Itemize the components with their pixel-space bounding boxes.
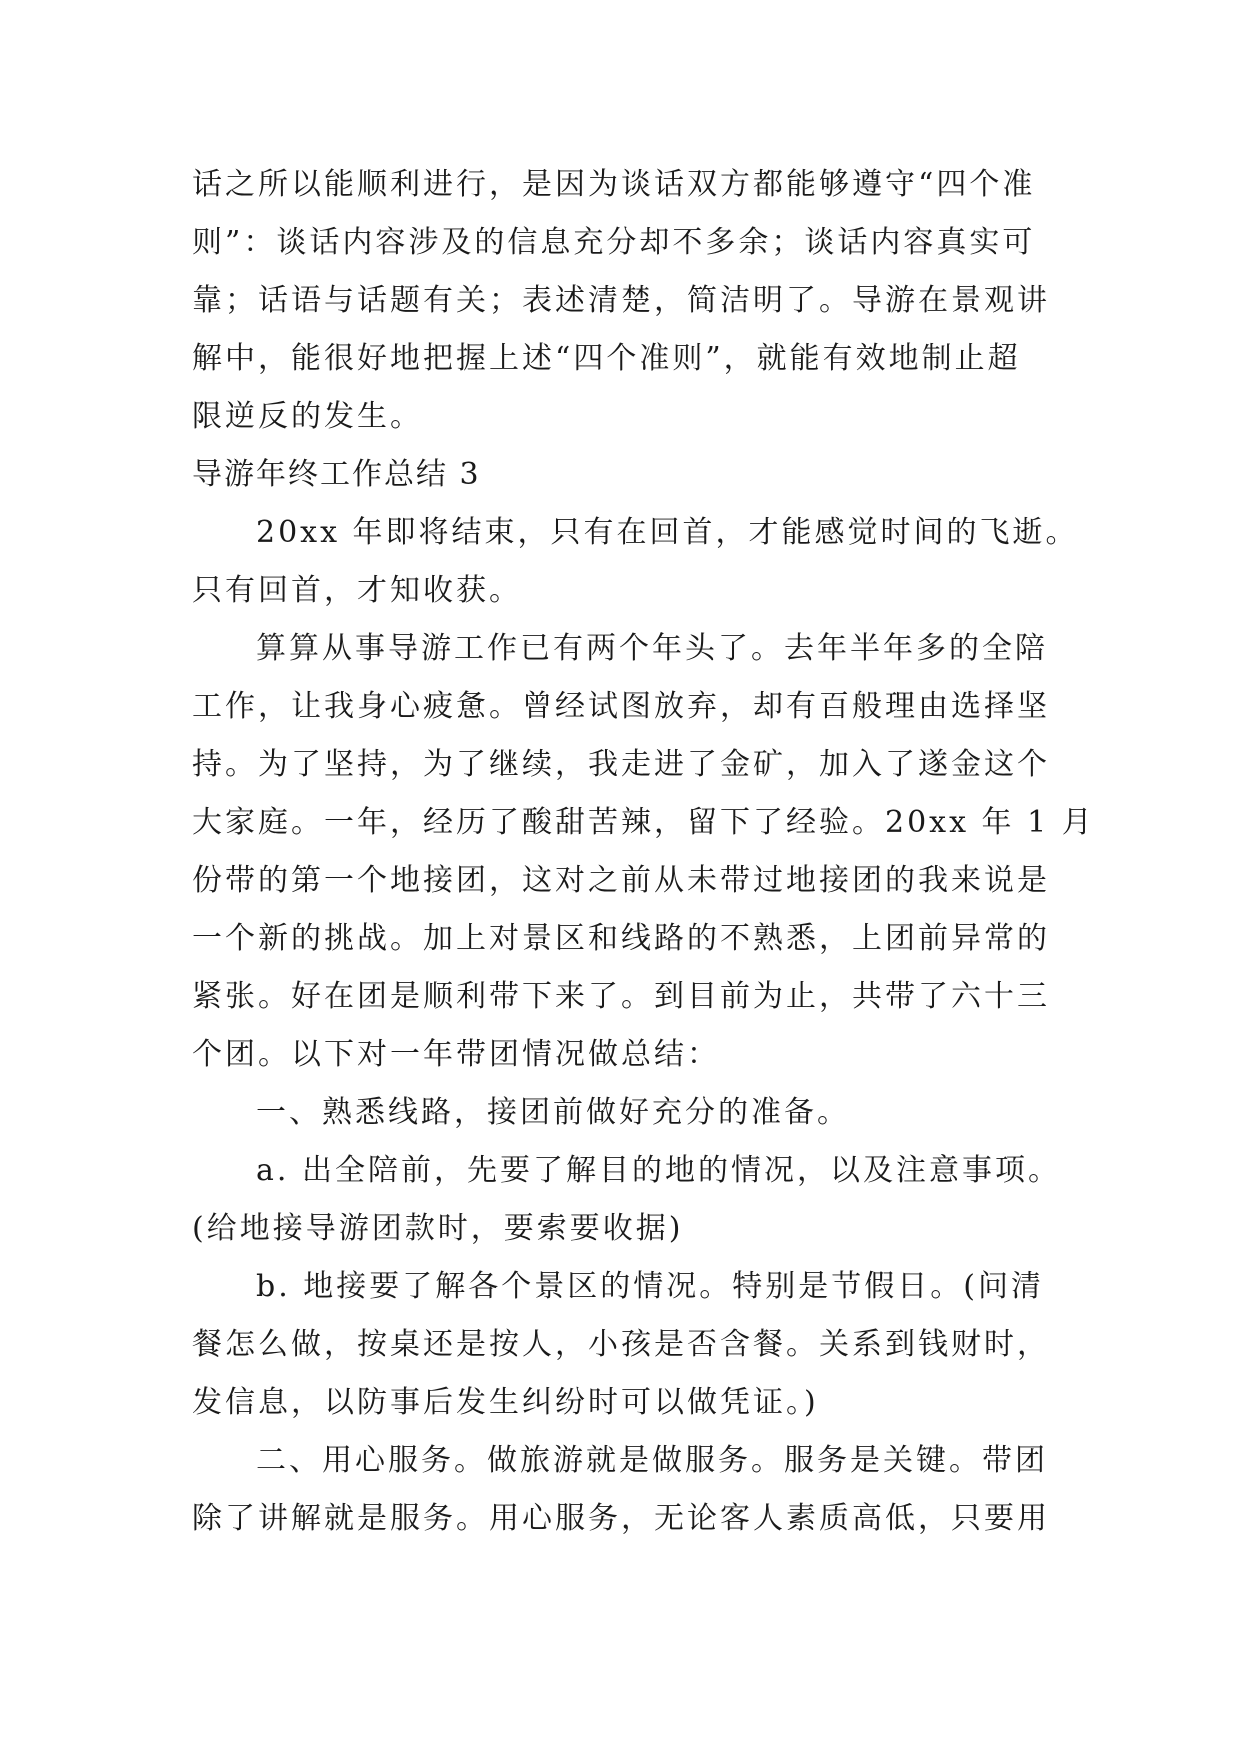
text-line: 解中，能很好地把握上述“四个准则”，就能有效地制止超 [192, 341, 1021, 376]
text-line: 发信息，以防事后发生纠纷时可以做凭证。) [192, 1385, 819, 1420]
list-item-heading: 二、用心服务。做旅游就是做服务。服务是关键。带团 [256, 1443, 1048, 1478]
text-line: 个团。以下对一年带团情况做总结： [192, 1037, 720, 1072]
text-line: 只有回首，才知收获。 [192, 573, 522, 608]
text-line: 紧张。好在团是顺利带下来了。到目前为止，共带了六十三 [192, 979, 1050, 1014]
text-line: (给地接导游团款时，要索要收据) [192, 1211, 684, 1246]
text-line: 一个新的挑战。加上对景区和线路的不熟悉，上团前异常的 [192, 921, 1050, 956]
paragraph-start-line: 20xx 年即将结束，只有在回首，才能感觉时间的飞逝。 [256, 515, 1079, 550]
text-line: 餐怎么做，按桌还是按人，小孩是否含餐。关系到钱财时， [192, 1327, 1050, 1362]
text-line: 大家庭。一年，经历了酸甜苦辣，留下了经验。20xx 年 1 月 [192, 805, 1095, 840]
text-line: 持。为了坚持，为了继续，我走进了金矿，加入了遂金这个 [192, 747, 1050, 782]
document-page [192, 156, 1095, 1548]
text-line: 工作，让我身心疲惫。曾经试图放弃，却有百般理由选择坚 [192, 689, 1050, 724]
list-item-heading: 一、熟悉线路，接团前做好充分的准备。 [256, 1095, 850, 1130]
text-line: 话之所以能顺利进行，是因为谈话双方都能够遵守“四个准 [192, 167, 1036, 202]
text-line: 份带的第一个地接团，这对之前从未带过地接团的我来说是 [192, 863, 1050, 898]
text-line: 靠；话语与话题有关；表述清楚，简洁明了。导游在景观讲 [192, 283, 1050, 318]
paragraph-start-line: 算算从事导游工作已有两个年头了。去年半年多的全陪 [256, 631, 1048, 666]
section-heading: 导游年终工作总结 3 [192, 457, 481, 492]
paragraph-start-line: b. 地接要了解各个景区的情况。特别是节假日。(问清 [256, 1269, 1044, 1304]
text-line: 则”：谈话内容涉及的信息充分却不多余；谈话内容真实可 [192, 225, 1036, 260]
paragraph-start-line: a. 出全陪前，先要了解目的地的情况，以及注意事项。 [256, 1153, 1061, 1188]
text-line: 限逆反的发生。 [192, 399, 423, 434]
text-line: 除了讲解就是服务。用心服务，无论客人素质高低，只要用 [192, 1501, 1050, 1536]
